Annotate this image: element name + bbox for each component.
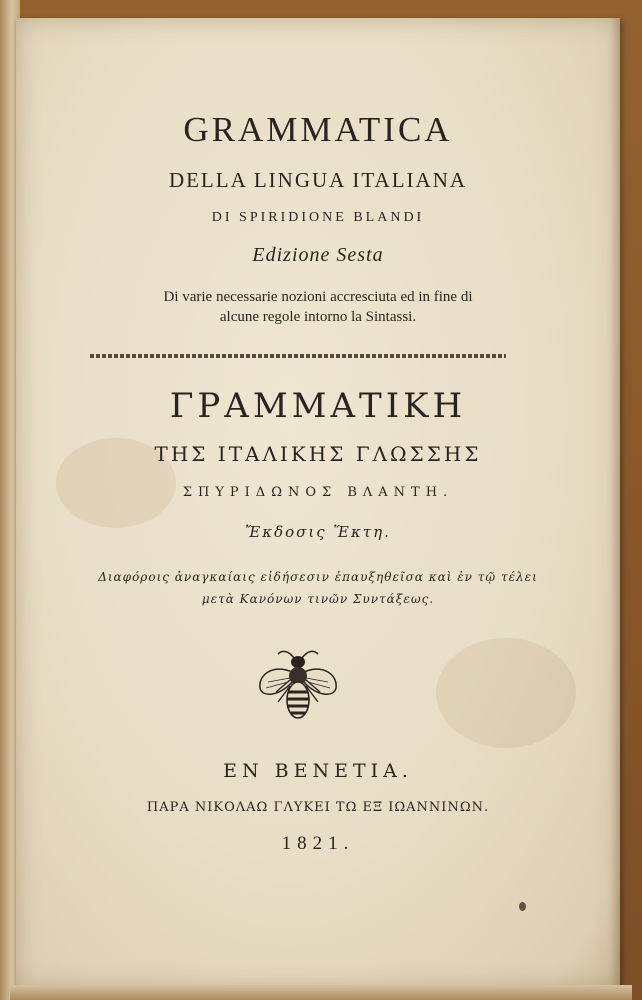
greek-description-line-1: Διαφόροις ἀναγκαίαις εἰδήσεσιν ἐπαυξηθεῖσα καὶ ἐν τῷ τέλει [98, 570, 538, 584]
greek-description-line-2: μετὰ Κανόνων τινῶν Συντάξεως. [201, 592, 435, 606]
italian-title: GRAMMATICA [183, 110, 453, 149]
imprint-printer: ΠΑΡΑ ΝΙΚΟΛΑΩ ΓΛΥΚΕΙ ΤΩ ΕΞ ΙΩΑΝΝΙΝΩΝ. [146, 800, 490, 815]
imprint-place: EN BENETIA. [223, 760, 413, 782]
title-page [16, 18, 620, 988]
italian-description-line-2: alcune regole intorno la Sintassi. [219, 309, 417, 325]
italian-description-line-1: Di varie necessarie nozioni accresciuta ed in fine di [163, 289, 473, 305]
imprint-year: 1821. [281, 833, 355, 854]
greek-author: ΣΠΥΡΙΔΩΝΟΣ ΒΛΑΝΤΗ. [182, 485, 454, 500]
ornamental-divider [90, 354, 506, 358]
bee-icon [254, 646, 342, 726]
paper-stain [436, 638, 576, 748]
greek-edition: Ἔκδοσις Ἕκτη. [245, 523, 391, 541]
greek-title: ΓΡΑΜΜΑΤΙΚΗ [169, 386, 467, 426]
italian-author: DI SPIRIDIONE BLANDI [211, 210, 425, 225]
ink-spot [519, 902, 526, 911]
italian-subtitle: DELLA LINGUA ITALIANA [168, 168, 468, 192]
greek-subtitle: ΤΗΣ ΙΤΑΛΙΚΗΣ ΓΛΩΣΣΗΣ [154, 442, 482, 466]
italian-edition: Edizione Sesta [252, 244, 384, 266]
page-bottom-edge [10, 985, 632, 1000]
